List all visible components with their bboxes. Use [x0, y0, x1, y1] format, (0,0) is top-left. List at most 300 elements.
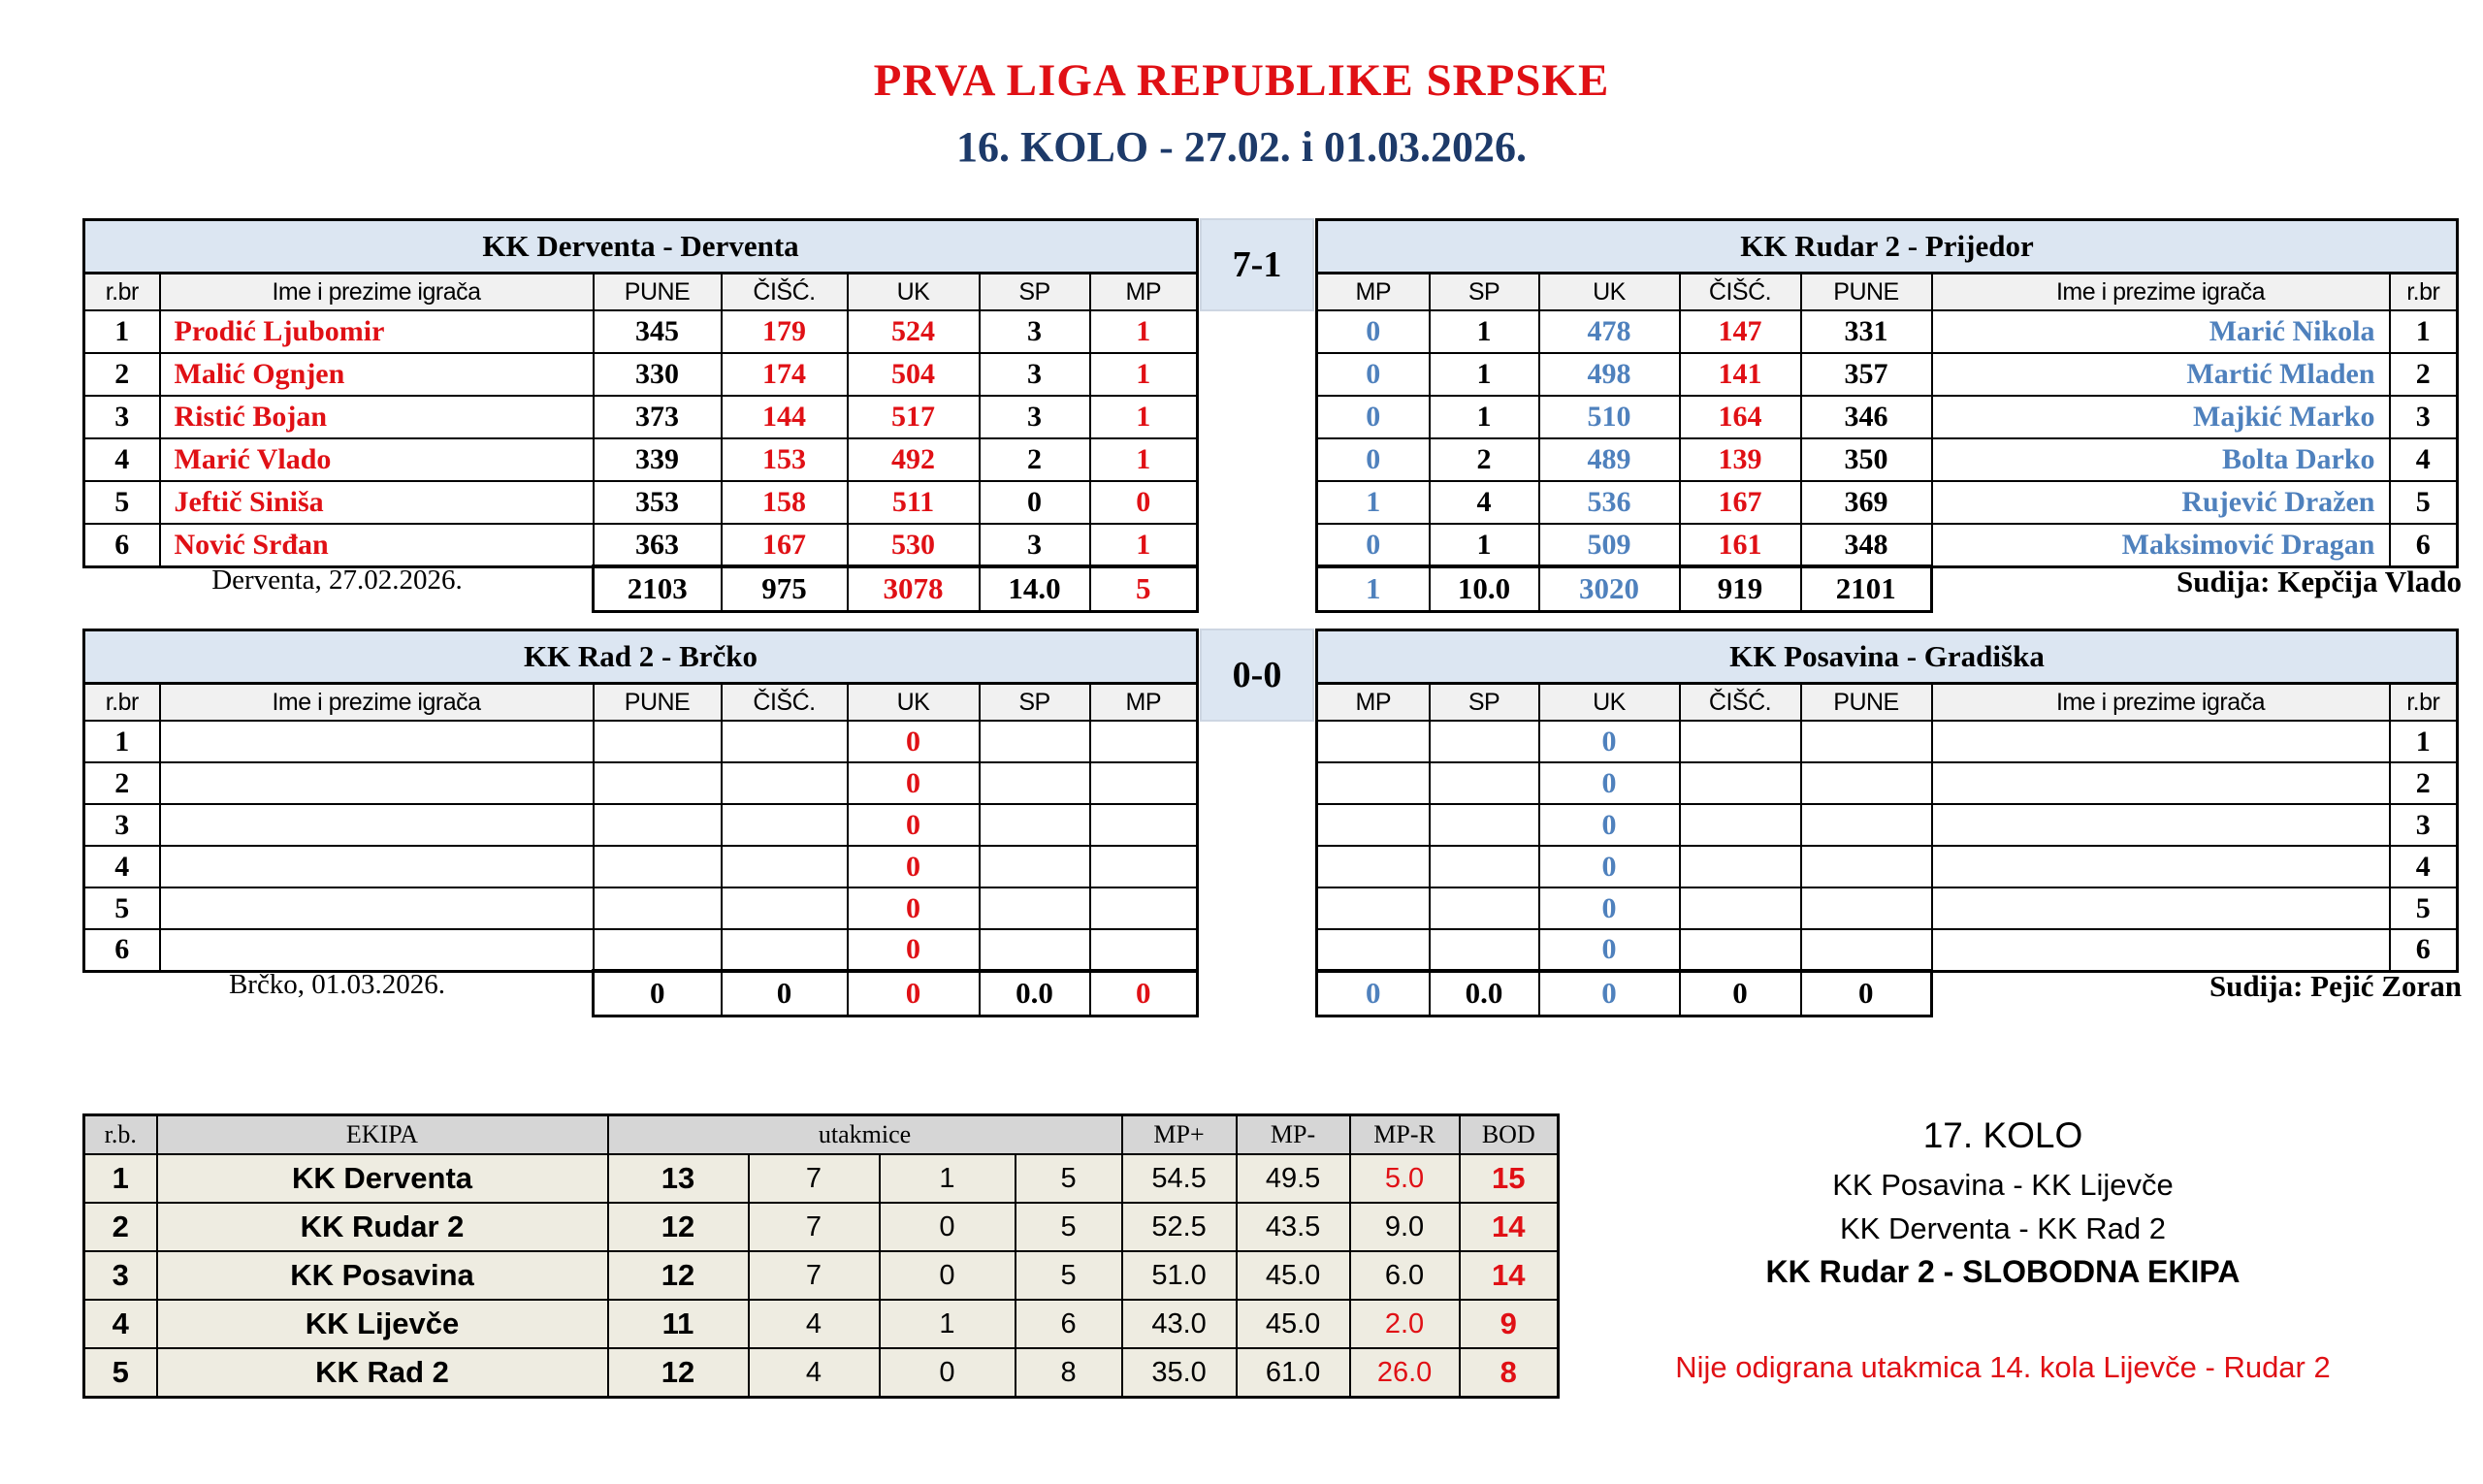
total-mp: 1: [1317, 565, 1430, 612]
player-cisc-cell: [1680, 929, 1801, 971]
total-sp: 10.0: [1430, 565, 1539, 612]
next-round-title: 17. KOLO: [1922, 1115, 2083, 1155]
player-uk-cell: 530: [848, 524, 980, 566]
player-uk-cell: 0: [848, 762, 980, 804]
player-pune-cell: [594, 929, 722, 971]
player-mp-cell: [1317, 762, 1430, 804]
player-pune-cell: [1801, 929, 1932, 971]
team-cell: KK Posavina: [157, 1251, 608, 1300]
team-cell: KK Rudar 2: [157, 1203, 608, 1251]
player-pune-cell: [594, 721, 722, 762]
player-sp-cell: 0: [980, 481, 1090, 524]
games-cell: 11: [608, 1300, 749, 1348]
player-rbr-cell: 5: [84, 481, 160, 524]
player-row: [1317, 524, 2458, 566]
mp-minus-cell: 45.0: [1237, 1251, 1350, 1300]
total-pune: 0: [594, 970, 722, 1016]
player-uk-cell: 511: [848, 481, 980, 524]
player-sp-cell: [980, 846, 1090, 887]
header-bod: BOD: [1460, 1115, 1559, 1155]
player-sp-cell: [980, 721, 1090, 762]
match1-home-table: [82, 218, 1199, 568]
player-rbr-cell: 6: [84, 524, 160, 566]
total-mp: 5: [1090, 565, 1198, 612]
column-header-rbr: r.br: [84, 684, 160, 722]
player-name-cell: Maksimović Dragan: [1932, 524, 2390, 566]
player-row: [1317, 396, 2458, 438]
player-row: [84, 804, 1198, 846]
player-cisc-cell: [1680, 887, 1801, 929]
player-sp-cell: 1: [1430, 396, 1539, 438]
player-row: [84, 929, 1198, 971]
player-uk-cell: 517: [848, 396, 980, 438]
games-cell: 12: [608, 1203, 749, 1251]
column-header-name: Ime i prezime igrača: [1932, 684, 2390, 722]
player-rbr-cell: 2: [84, 353, 160, 396]
match2-home-venue-date: Brčko, 01.03.2026.: [228, 969, 446, 1000]
column-header-pune: PUNE: [1801, 684, 1932, 722]
column-header-row: [1317, 274, 2458, 311]
player-row: [1317, 887, 2458, 929]
player-uk-cell: 0: [1539, 929, 1680, 971]
player-rbr-cell: 6: [84, 929, 160, 971]
mp-plus-cell: 52.5: [1122, 1203, 1237, 1251]
player-name-cell: [1932, 804, 2390, 846]
match1-home-venue-date: Derventa, 27.02.2026.: [211, 565, 463, 596]
column-header-rbr: r.br: [2390, 274, 2458, 311]
player-uk-cell: 478: [1539, 310, 1680, 353]
player-sp-cell: 4: [1430, 481, 1539, 524]
header-games: utakmice: [608, 1115, 1122, 1155]
wins-cell: 4: [749, 1348, 880, 1398]
player-cisc-cell: [722, 846, 848, 887]
bod-cell: 8: [1460, 1348, 1559, 1398]
player-row: [84, 887, 1198, 929]
match1-referee: Sudija: Kepčija Vlado: [2177, 565, 2462, 598]
draws-cell: 0: [880, 1251, 1016, 1300]
player-name-cell: Marić Vlado: [160, 438, 594, 481]
wins-cell: 4: [749, 1300, 880, 1348]
player-mp-cell: [1317, 804, 1430, 846]
column-header-rbr: r.br: [2390, 684, 2458, 722]
player-cisc-cell: [1680, 804, 1801, 846]
player-mp-cell: 1: [1090, 353, 1198, 396]
column-header-uk: UK: [1539, 274, 1680, 311]
player-name-cell: [1932, 846, 2390, 887]
player-row: [84, 353, 1198, 396]
player-pune-cell: 346: [1801, 396, 1932, 438]
column-header-pune: PUNE: [594, 274, 722, 311]
player-mp-cell: 0: [1317, 438, 1430, 481]
column-header-name: Ime i prezime igrača: [160, 684, 594, 722]
player-name-cell: Ristić Bojan: [160, 396, 594, 438]
player-cisc-cell: 179: [722, 310, 848, 353]
player-row: [1317, 481, 2458, 524]
team-name: KK Rad 2 - Brčko: [84, 630, 1198, 684]
match2-home-totals: [592, 969, 1199, 1017]
player-sp-cell: 1: [1430, 353, 1539, 396]
draws-cell: 1: [880, 1154, 1016, 1203]
player-row: [84, 721, 1198, 762]
player-rbr-cell: 1: [84, 721, 160, 762]
bod-cell: 14: [1460, 1251, 1559, 1300]
column-header-row: [84, 274, 1198, 311]
mp-minus-cell: 49.5: [1237, 1154, 1350, 1203]
player-mp-cell: [1090, 721, 1198, 762]
total-uk: 0: [848, 970, 980, 1016]
total-pune: 2103: [594, 565, 722, 612]
player-cisc-cell: [722, 762, 848, 804]
player-uk-cell: 536: [1539, 481, 1680, 524]
player-sp-cell: 3: [980, 353, 1090, 396]
player-pune-cell: 353: [594, 481, 722, 524]
mp-plus-cell: 51.0: [1122, 1251, 1237, 1300]
total-sp: 0.0: [1430, 970, 1539, 1016]
player-pune-cell: [1801, 721, 1932, 762]
player-pune-cell: [1801, 846, 1932, 887]
player-sp-cell: [1430, 929, 1539, 971]
player-sp-cell: [1430, 887, 1539, 929]
mp-r-cell: 9.0: [1350, 1203, 1460, 1251]
player-cisc-cell: 153: [722, 438, 848, 481]
totals-row: [594, 565, 1198, 612]
player-cisc-cell: 167: [722, 524, 848, 566]
team-name: KK Rudar 2 - Prijedor: [1317, 220, 2458, 274]
player-rbr-cell: 6: [2390, 524, 2458, 566]
player-sp-cell: [980, 887, 1090, 929]
total-mp: 0: [1317, 970, 1430, 1016]
player-uk-cell: 0: [1539, 846, 1680, 887]
player-name-cell: Marić Nikola: [1932, 310, 2390, 353]
column-header-sp: SP: [980, 274, 1090, 311]
player-uk-cell: 492: [848, 438, 980, 481]
match2-away-table: [1315, 629, 2459, 973]
total-cisc: 0: [722, 970, 848, 1016]
match1-home-totals: [592, 565, 1199, 613]
header-pos: r.b.: [84, 1115, 157, 1155]
player-mp-cell: 1: [1317, 481, 1430, 524]
match2-referee: Sudija: Pejić Zoran: [2209, 969, 2462, 1003]
column-header-name: Ime i prezime igrača: [1932, 274, 2390, 311]
player-row: [1317, 929, 2458, 971]
page-title: PRVA LIGA REPUBLIKE SRPSKE: [873, 55, 1610, 106]
player-row: [84, 846, 1198, 887]
player-uk-cell: 0: [1539, 887, 1680, 929]
player-uk-cell: 0: [1539, 762, 1680, 804]
bod-cell: 14: [1460, 1203, 1559, 1251]
player-pune-cell: 357: [1801, 353, 1932, 396]
player-pune-cell: [1801, 887, 1932, 929]
fixture-2: KK Derventa - KK Rad 2: [1840, 1211, 2166, 1245]
player-pune-cell: [1801, 762, 1932, 804]
column-header-sp: SP: [1430, 274, 1539, 311]
team-header-row: [1317, 630, 2458, 684]
player-row: [1317, 804, 2458, 846]
column-header-row: [84, 684, 1198, 722]
player-sp-cell: [1430, 804, 1539, 846]
player-sp-cell: [1430, 762, 1539, 804]
player-name-cell: Malić Ognjen: [160, 353, 594, 396]
column-header-name: Ime i prezime igrača: [160, 274, 594, 311]
team-header-row: [84, 220, 1198, 274]
match2-away-totals: [1315, 969, 1933, 1017]
player-mp-cell: 0: [1090, 481, 1198, 524]
standings-table: [82, 1113, 1560, 1399]
team-name: KK Posavina - Gradiška: [1317, 630, 2458, 684]
total-cisc: 919: [1680, 565, 1801, 612]
player-sp-cell: [1430, 846, 1539, 887]
player-cisc-cell: 158: [722, 481, 848, 524]
player-name-cell: Martić Mladen: [1932, 353, 2390, 396]
column-header-cisc: ČIŠĆ.: [722, 684, 848, 722]
player-mp-cell: [1090, 804, 1198, 846]
player-name-cell: Bolta Darko: [1932, 438, 2390, 481]
total-sp: 0.0: [980, 970, 1090, 1016]
mp-r-cell: 5.0: [1350, 1154, 1460, 1203]
player-sp-cell: 2: [1430, 438, 1539, 481]
pos-cell: 4: [84, 1300, 157, 1348]
player-row: [84, 481, 1198, 524]
header-mp-r: MP-R: [1350, 1115, 1460, 1155]
player-mp-cell: 0: [1317, 353, 1430, 396]
player-pune-cell: [594, 762, 722, 804]
total-uk: 3078: [848, 565, 980, 612]
total-uk: 3020: [1539, 565, 1680, 612]
player-mp-cell: 1: [1090, 524, 1198, 566]
draws-cell: 1: [880, 1300, 1016, 1348]
player-rbr-cell: 5: [84, 887, 160, 929]
player-pune-cell: 331: [1801, 310, 1932, 353]
player-mp-cell: [1317, 929, 1430, 971]
column-header-sp: SP: [1430, 684, 1539, 722]
player-rbr-cell: 4: [2390, 846, 2458, 887]
player-cisc-cell: 144: [722, 396, 848, 438]
column-header-cisc: ČIŠĆ.: [1680, 684, 1801, 722]
unplayed-match-note: Nije odigrana utakmica 14. kola Lijevče - Rudar 2: [1675, 1350, 2331, 1384]
standings-row: [84, 1300, 1559, 1348]
match1-away-table: [1315, 218, 2459, 568]
player-rbr-cell: 3: [2390, 396, 2458, 438]
player-uk-cell: 0: [848, 846, 980, 887]
column-header-uk: UK: [848, 684, 980, 722]
player-pune-cell: 339: [594, 438, 722, 481]
player-pune-cell: 348: [1801, 524, 1932, 566]
header-mp-minus: MP-: [1237, 1115, 1350, 1155]
column-header-sp: SP: [980, 684, 1090, 722]
player-cisc-cell: 141: [1680, 353, 1801, 396]
team-cell: KK Rad 2: [157, 1348, 608, 1398]
player-sp-cell: 2: [980, 438, 1090, 481]
fixture-1: KK Posavina - KK Lijevče: [1832, 1168, 2174, 1202]
player-cisc-cell: [1680, 846, 1801, 887]
games-cell: 13: [608, 1154, 749, 1203]
player-name-cell: [160, 846, 594, 887]
team-cell: KK Derventa: [157, 1154, 608, 1203]
player-sp-cell: [1430, 721, 1539, 762]
player-mp-cell: 0: [1317, 524, 1430, 566]
standings-row: [84, 1203, 1559, 1251]
player-rbr-cell: 2: [2390, 353, 2458, 396]
player-uk-cell: 0: [1539, 804, 1680, 846]
player-pune-cell: 350: [1801, 438, 1932, 481]
team-name: KK Derventa - Derventa: [84, 220, 1198, 274]
totals-row: [594, 970, 1198, 1016]
total-pune: 0: [1801, 970, 1932, 1016]
player-mp-cell: 1: [1090, 438, 1198, 481]
column-header-mp: MP: [1317, 684, 1430, 722]
bod-cell: 15: [1460, 1154, 1559, 1203]
mp-r-cell: 26.0: [1350, 1348, 1460, 1398]
games-cell: 12: [608, 1348, 749, 1398]
totals-row: [1317, 565, 1932, 612]
total-cisc: 0: [1680, 970, 1801, 1016]
total-mp: 0: [1090, 970, 1198, 1016]
player-pune-cell: 373: [594, 396, 722, 438]
player-cisc-cell: [722, 887, 848, 929]
player-row: [84, 762, 1198, 804]
player-rbr-cell: 4: [2390, 438, 2458, 481]
player-uk-cell: 0: [848, 721, 980, 762]
player-row: [1317, 438, 2458, 481]
player-cisc-cell: [722, 721, 848, 762]
player-sp-cell: 1: [1430, 524, 1539, 566]
player-cisc-cell: 139: [1680, 438, 1801, 481]
player-name-cell: [1932, 929, 2390, 971]
column-header-uk: UK: [848, 274, 980, 311]
match2-score: 0-0: [1200, 629, 1314, 722]
total-pune: 2101: [1801, 565, 1932, 612]
player-row: [84, 396, 1198, 438]
player-cisc-cell: [1680, 721, 1801, 762]
standings-header-row: [84, 1115, 1559, 1155]
header-team: EKIPA: [157, 1115, 608, 1155]
player-name-cell: [1932, 762, 2390, 804]
player-sp-cell: [980, 929, 1090, 971]
draws-cell: 0: [880, 1203, 1016, 1251]
pos-cell: 5: [84, 1348, 157, 1398]
player-cisc-cell: 174: [722, 353, 848, 396]
player-name-cell: Rujević Dražen: [1932, 481, 2390, 524]
mp-plus-cell: 43.0: [1122, 1300, 1237, 1348]
player-uk-cell: 498: [1539, 353, 1680, 396]
player-mp-cell: 0: [1317, 396, 1430, 438]
player-cisc-cell: 167: [1680, 481, 1801, 524]
mp-plus-cell: 54.5: [1122, 1154, 1237, 1203]
page-subtitle: 16. KOLO - 27.02. i 01.03.2026.: [956, 123, 1527, 171]
pos-cell: 1: [84, 1154, 157, 1203]
player-pune-cell: [594, 846, 722, 887]
player-rbr-cell: 1: [84, 310, 160, 353]
player-uk-cell: 524: [848, 310, 980, 353]
player-row: [1317, 846, 2458, 887]
player-uk-cell: 504: [848, 353, 980, 396]
player-cisc-cell: [1680, 762, 1801, 804]
mp-minus-cell: 61.0: [1237, 1348, 1350, 1398]
player-mp-cell: 0: [1317, 310, 1430, 353]
team-cell: KK Lijevče: [157, 1300, 608, 1348]
losses-cell: 5: [1016, 1203, 1122, 1251]
player-mp-cell: 1: [1090, 396, 1198, 438]
column-header-mp: MP: [1090, 274, 1198, 311]
player-pune-cell: [594, 804, 722, 846]
player-sp-cell: 1: [1430, 310, 1539, 353]
player-cisc-cell: 164: [1680, 396, 1801, 438]
player-mp-cell: [1090, 846, 1198, 887]
losses-cell: 6: [1016, 1300, 1122, 1348]
player-mp-cell: 1: [1090, 310, 1198, 353]
player-rbr-cell: 5: [2390, 481, 2458, 524]
player-mp-cell: [1090, 929, 1198, 971]
player-rbr-cell: 3: [84, 804, 160, 846]
column-header-rbr: r.br: [84, 274, 160, 311]
column-header-pune: PUNE: [1801, 274, 1932, 311]
player-rbr-cell: 3: [2390, 804, 2458, 846]
player-mp-cell: [1317, 846, 1430, 887]
column-header-cisc: ČIŠĆ.: [1680, 274, 1801, 311]
player-sp-cell: 3: [980, 396, 1090, 438]
player-mp-cell: [1090, 762, 1198, 804]
total-uk: 0: [1539, 970, 1680, 1016]
column-header-mp: MP: [1090, 684, 1198, 722]
column-header-uk: UK: [1539, 684, 1680, 722]
player-name-cell: Majkić Marko: [1932, 396, 2390, 438]
player-pune-cell: 369: [1801, 481, 1932, 524]
player-uk-cell: 0: [1539, 721, 1680, 762]
player-uk-cell: 509: [1539, 524, 1680, 566]
mp-minus-cell: 45.0: [1237, 1300, 1350, 1348]
player-pune-cell: [594, 887, 722, 929]
player-name-cell: Prodić Ljubomir: [160, 310, 594, 353]
totals-row: [1317, 970, 1932, 1016]
player-row: [84, 438, 1198, 481]
player-uk-cell: 0: [848, 804, 980, 846]
team-header-row: [84, 630, 1198, 684]
wins-cell: 7: [749, 1154, 880, 1203]
player-rbr-cell: 2: [2390, 762, 2458, 804]
team-header-row: [1317, 220, 2458, 274]
player-cisc-cell: [722, 929, 848, 971]
player-cisc-cell: [722, 804, 848, 846]
player-mp-cell: [1090, 887, 1198, 929]
losses-cell: 8: [1016, 1348, 1122, 1398]
player-uk-cell: 489: [1539, 438, 1680, 481]
mp-r-cell: 6.0: [1350, 1251, 1460, 1300]
player-sp-cell: 3: [980, 310, 1090, 353]
player-row: [1317, 762, 2458, 804]
player-pune-cell: [1801, 804, 1932, 846]
losses-cell: 5: [1016, 1154, 1122, 1203]
player-mp-cell: [1317, 887, 1430, 929]
games-cell: 12: [608, 1251, 749, 1300]
match1-away-totals: [1315, 565, 1933, 613]
wins-cell: 7: [749, 1251, 880, 1300]
player-rbr-cell: 4: [84, 846, 160, 887]
player-rbr-cell: 4: [84, 438, 160, 481]
bod-cell: 9: [1460, 1300, 1559, 1348]
match2-home-table: [82, 629, 1199, 973]
player-row: [1317, 353, 2458, 396]
player-name-cell: Nović Srđan: [160, 524, 594, 566]
player-row: [1317, 721, 2458, 762]
player-rbr-cell: 3: [84, 396, 160, 438]
player-pune-cell: 363: [594, 524, 722, 566]
player-rbr-cell: 2: [84, 762, 160, 804]
player-rbr-cell: 5: [2390, 887, 2458, 929]
column-header-cisc: ČIŠĆ.: [722, 274, 848, 311]
mp-plus-cell: 35.0: [1122, 1348, 1237, 1398]
losses-cell: 5: [1016, 1251, 1122, 1300]
player-uk-cell: 0: [848, 887, 980, 929]
